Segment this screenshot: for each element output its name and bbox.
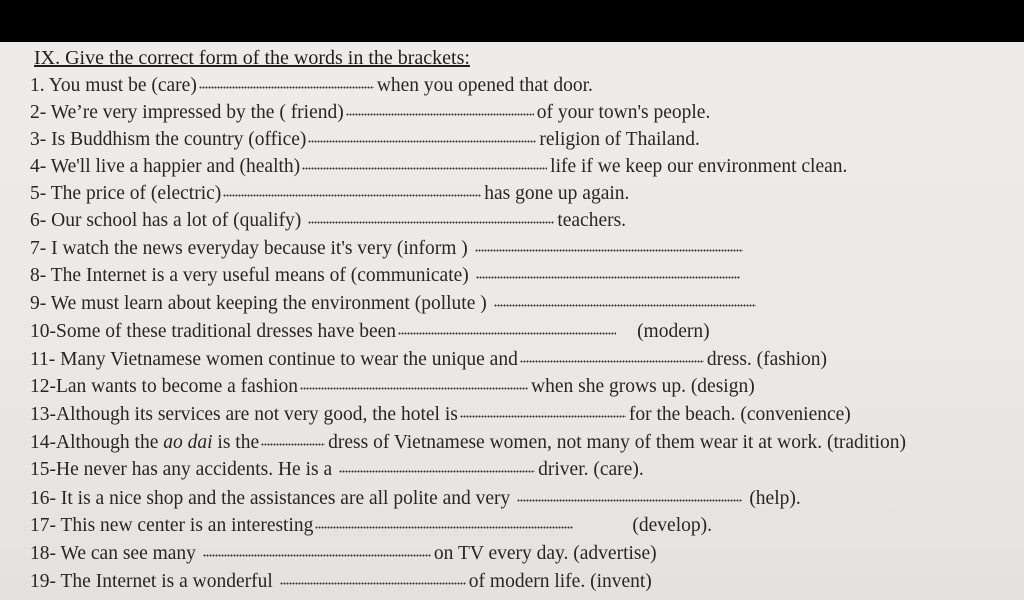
item-text-before: 9- We must learn about keeping the environment (pollute ) (30, 293, 487, 314)
item-text-before: 5- The price of (electric) (30, 183, 222, 204)
item-text-after: dress. (fashion) (706, 349, 828, 370)
answer-blank[interactable] (494, 304, 756, 307)
item-text-before: 16- It is a nice shop and the assistances are all polite and very (30, 488, 511, 509)
item-text-before: 7- I watch the news everyday because it's very (inform ) (30, 238, 468, 259)
answer-blank[interactable] (460, 415, 626, 418)
answer-blank[interactable] (203, 554, 431, 557)
item-text-before: 14-Although the (30, 432, 159, 453)
item-text-before: 11- Many Vietnamese women continue to wear the unique and (30, 349, 518, 370)
answer-blank[interactable] (302, 167, 547, 170)
exercise-heading: IX. Give the correct form of the words in the brackets: (34, 47, 470, 69)
item-text-after: driver. (care). (538, 459, 644, 480)
exercise-item-9 (30, 291, 759, 317)
exercise-item-10 (30, 319, 710, 345)
exercise-item-8 (30, 263, 743, 289)
item-text-after: (help). (749, 488, 801, 509)
item-text-before: 6- Our school has a lot of (qualify) (30, 210, 302, 231)
item-text-after: of your town's people. (536, 102, 711, 123)
exercise-item-13 (30, 402, 851, 428)
exercise-item-5 (30, 181, 629, 207)
exercise-item-12 (30, 374, 755, 400)
item-text-before-2: is the (217, 432, 260, 453)
exercise-item-3 (30, 127, 700, 153)
exercise-item-2 (30, 100, 710, 126)
item-text-after: (modern) (637, 321, 710, 342)
answer-blank[interactable] (300, 387, 528, 390)
item-text-before: 3- Is Buddhism the country (office) (30, 129, 307, 150)
item-text-italic: ao dai (163, 432, 213, 453)
answer-blank[interactable] (223, 194, 481, 197)
exercise-item-18 (30, 541, 657, 567)
item-text-before: 1. You must be (care) (30, 75, 197, 96)
item-text-before: 17- This new center is an interesting (30, 515, 314, 536)
answer-blank[interactable] (346, 113, 534, 116)
answer-blank[interactable] (339, 470, 535, 473)
item-text-before: 13-Although its services are not very good, the hotel is (30, 404, 458, 425)
item-text-before: 18- We can see many (30, 543, 196, 564)
item-text-before: 10-Some of these traditional dresses have been (30, 321, 397, 342)
item-text-before: 12-Lan wants to become a fashion (30, 376, 299, 397)
item-text-before: 19- The Internet is a wonderful (30, 571, 273, 592)
item-text-after: dress of Vietnamese women, not many of them wear it at work. (tradition) (328, 432, 907, 453)
exercise-item-11 (30, 347, 827, 373)
exercise-item-4 (30, 154, 847, 180)
item-text-before: 8- The Internet is a very useful means of (communicate) (30, 265, 469, 286)
answer-blank[interactable] (280, 582, 466, 585)
exercise-item-15 (30, 457, 644, 483)
item-text-after: teachers. (557, 210, 627, 231)
exercise-item-6 (30, 208, 626, 234)
answer-blank[interactable] (517, 499, 742, 502)
item-text-after: when she grows up. (design) (531, 376, 755, 397)
exercise-item-1 (30, 73, 593, 99)
answer-blank[interactable] (261, 443, 325, 446)
answer-blank[interactable] (475, 249, 743, 252)
answer-blank[interactable] (308, 221, 554, 224)
answer-blank[interactable] (315, 526, 573, 529)
item-text-after: when you opened that door. (376, 75, 593, 96)
answer-blank[interactable] (199, 86, 374, 89)
item-text-after: for the beach. (convenience) (628, 404, 851, 425)
item-text-after: of modern life. (invent) (468, 571, 652, 592)
exercise-item-19 (30, 569, 652, 595)
item-text-before: 4- We'll live a happier and (health) (30, 156, 301, 177)
item-text-before: 2- We’re very impressed by the ( friend) (30, 102, 344, 123)
exercise-item-7 (30, 236, 746, 262)
item-text-after: (develop). (632, 515, 712, 536)
item-text-after: religion of Thailand. (539, 129, 700, 150)
answer-blank[interactable] (308, 140, 536, 143)
answer-blank[interactable] (476, 276, 740, 279)
answer-blank[interactable] (520, 360, 704, 363)
answer-blank[interactable] (398, 332, 616, 335)
exercise-item-16 (30, 486, 801, 512)
item-text-before: 15-He never has any accidents. He is a (30, 459, 333, 480)
item-text-after: life if we keep our environment clean. (550, 156, 848, 177)
top-black-band (0, 0, 1024, 42)
exercise-item-17 (30, 513, 712, 539)
item-text-after: on TV every day. (advertise) (433, 543, 657, 564)
exercise-item-14 (30, 430, 906, 456)
item-text-after: has gone up again. (484, 183, 630, 204)
